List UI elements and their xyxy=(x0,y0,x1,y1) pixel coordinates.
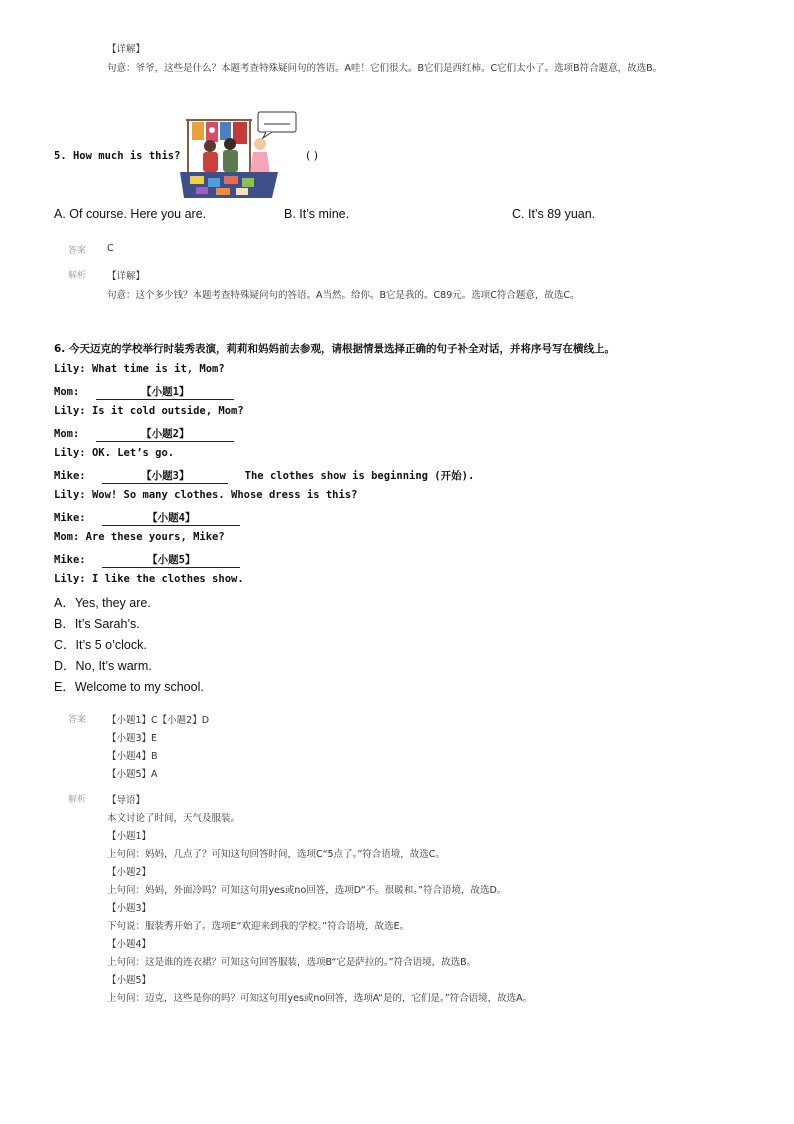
q5-option-a: A. Of course. Here you are. xyxy=(54,207,207,221)
dialog-line xyxy=(54,363,225,375)
dialog-line xyxy=(54,489,357,501)
q5-stem: 5. How much is this? xyxy=(54,150,181,162)
dialog-line xyxy=(54,510,240,526)
speaker: Mike: xyxy=(54,470,86,482)
dialog-line xyxy=(54,573,244,585)
q5-answer: C xyxy=(107,243,114,254)
q5-detail-label: 【详解】 xyxy=(107,271,146,282)
dialog-text: OK. Let’s go. xyxy=(91,447,175,459)
analysis-line: 本文讨论了时间，天气及服装。 xyxy=(107,813,241,824)
speaker: Lily: xyxy=(54,405,86,417)
answer-blank-1[interactable]: 【小题1】 xyxy=(96,384,234,400)
detail-text: 句意：爷爷，这些是什么？本题考查特殊疑问句的答语。A哇！它们很大。B它们是西红柿。C它们太小了。选项B符合题意，故选B。 xyxy=(107,63,663,74)
q5-analysis-tag: 解析 xyxy=(68,271,87,281)
speaker: Lily: xyxy=(54,447,86,459)
speaker: Mike: xyxy=(54,554,86,566)
q5-answer-tag: 答案 xyxy=(68,246,87,256)
analysis-line: 上句问：妈妈，几点了？可知这句回答时间，选项C“5点了。”符合语境，故选C。 xyxy=(107,849,445,860)
q6-option-d: D．No, It’s warm. xyxy=(54,659,152,673)
speaker: Mom: xyxy=(54,386,80,398)
dialog-text: Are these yours, Mike? xyxy=(85,531,225,543)
q6-answer-line: 【小题5】A xyxy=(107,769,158,780)
answer-blank-4[interactable]: 【小题4】 xyxy=(102,510,240,526)
q5-detail-text: 句意：这个多少钱？本题考查特殊疑问句的答语。A当然。给你。B它是我的。C89元。选项C符合题意，故选C。 xyxy=(107,290,580,301)
answer-blank-2[interactable]: 【小题2】 xyxy=(96,426,234,442)
dialog-line xyxy=(54,405,244,417)
analysis-line: 下句说：服装秀开始了。选项E“欢迎来到我的学校。”符合语境，故选E。 xyxy=(107,921,410,932)
dialog-line xyxy=(54,384,234,400)
dialog-text: I like the clothes show. xyxy=(91,573,244,585)
q5-option-b: B. It’s mine. xyxy=(284,207,350,221)
dialog-text: The clothes show is beginning (开始). xyxy=(244,470,475,482)
dialog-line xyxy=(54,531,225,543)
analysis-line: 【小题2】 xyxy=(107,867,152,878)
speaker: Mom: xyxy=(54,428,80,440)
q6-stem: 6. 今天迈克的学校举行时装秀表演，莉莉和妈妈前去参观，请根据情景选择正确的句子补全对话，并将序号写在横线上。 xyxy=(54,343,615,355)
analysis-line: 上句问：妈妈，外面冷吗？可知这句用yes或no回答，选项D“不。很暖和。”符合语境，故选D。 xyxy=(107,885,507,896)
dialog-text: Is it cold outside, Mom? xyxy=(91,405,244,417)
analysis-line: 上句问：这是谁的连衣裙？可知这句回答服装，选项B“它是萨拉的。”符合语境，故选B。 xyxy=(107,957,477,968)
q6-option-e: E．Welcome to my school. xyxy=(54,680,204,694)
speaker: Lily: xyxy=(54,363,86,375)
answer-blank-3[interactable]: 【小题3】 xyxy=(102,468,228,484)
q6-option-a: A．Yes, they are. xyxy=(54,596,151,610)
speaker: Mike: xyxy=(54,512,86,524)
speaker: Lily: xyxy=(54,489,86,501)
analysis-line: 【小题5】 xyxy=(107,975,152,986)
detail-label: 【详解】 xyxy=(107,44,146,55)
speaker: Lily: xyxy=(54,573,86,585)
q6-answer-line: 【小题1】C【小题2】D xyxy=(107,715,210,726)
q6-option-b: B．It’s Sarah’s. xyxy=(54,617,140,631)
clothes-shop-illustration xyxy=(180,110,302,200)
analysis-line: 【小题1】 xyxy=(107,831,152,842)
speaker: Mom: xyxy=(54,531,80,543)
dialog-text: What time is it, Mom? xyxy=(91,363,225,375)
answer-blank-5[interactable]: 【小题5】 xyxy=(102,552,240,568)
q6-answer-line: 【小题4】B xyxy=(107,751,158,762)
dialog-line xyxy=(54,447,174,459)
q6-analysis-tag: 解析 xyxy=(68,795,87,805)
q5-answer-paren: ( ) xyxy=(306,149,319,162)
dialog-line xyxy=(54,468,474,484)
dialog-line xyxy=(54,552,240,568)
analysis-line: 上句问：迈克，这些是你的吗？可知这句用yes或no回答，选项A“是的，它们是。”符合语境，故选A。 xyxy=(107,993,533,1004)
analysis-line: 【小题4】 xyxy=(107,939,152,950)
q5-option-c: C. It’s 89 yuan. xyxy=(512,207,596,221)
dialog-text: Wow! So many clothes. Whose dress is this? xyxy=(91,489,358,501)
dialog-line xyxy=(54,426,234,442)
analysis-line: 【小题3】 xyxy=(107,903,152,914)
q6-answer-line: 【小题3】E xyxy=(107,733,158,744)
q6-option-c: C．It’s 5 o’clock. xyxy=(54,638,147,652)
analysis-line: 【导语】 xyxy=(107,795,146,806)
q6-answer-tag: 答案 xyxy=(68,715,87,725)
